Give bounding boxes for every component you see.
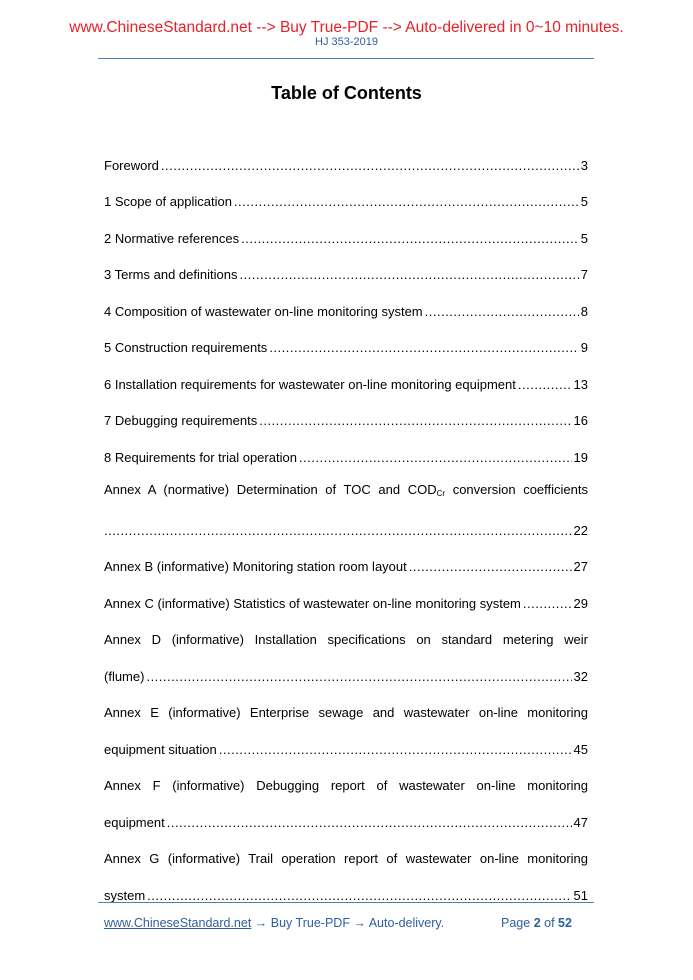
toc-entry-annex-d-cont[interactable] [104,649,588,686]
toc-entry-page: 3 [580,157,588,173]
toc-entry-page: 19 [573,449,588,465]
page-title: Table of Contents [271,83,422,103]
dot-leader [234,193,579,211]
toc-entry-label: (flume) [104,668,145,684]
dot-leader [259,412,571,430]
toc-entry-page: 13 [573,376,588,392]
toc-entry-1[interactable] [104,175,588,212]
toc-entry-annex-a[interactable] [104,467,588,504]
footer-links [104,916,444,930]
toc-entry-page: 51 [573,887,588,903]
dot-leader [523,595,572,613]
toc-entry-page: 8 [580,303,588,319]
toc-entry-page: 32 [573,668,588,684]
toc-entry-label: Annex F (informative) Debugging report of wastewater on-line monitoring [104,778,588,793]
standard-code: HJ 353-2019 [315,36,378,48]
page-total: 52 [558,916,572,930]
toc-entry-annex-c[interactable] [104,576,588,613]
toc-entry-page: 45 [573,741,588,757]
toc-entry-label: Annex E (informative) Enterprise sewage and wastewater on-line monitoring [104,705,588,720]
toc-entry-label: 5 Construction requirements [104,340,268,355]
toc-entry-label: 8 Requirements for trial operation [104,449,297,465]
toc-entry-foreword[interactable] [104,138,588,175]
footer-delivery-text: Auto-delivery. [368,916,445,930]
dot-leader [219,741,572,759]
toc-entry-annex-b[interactable] [104,540,588,577]
dot-leader [239,266,578,284]
toc-entry-page: 7 [580,267,588,282]
toc-label-part: Annex A (normative) Determination of TOC and COD [104,482,437,497]
footer-divider [98,902,594,904]
dot-leader [518,376,572,394]
toc-entry-label: Foreword [104,157,159,173]
dot-leader [167,814,572,832]
toc-entry-label: 2 Normative references [104,230,240,246]
dot-leader [299,449,572,467]
of-word: of [544,916,555,930]
dot-leader [425,303,579,321]
toc-entry-page: 27 [573,559,588,574]
toc-entry-5[interactable] [104,321,588,358]
footer-buy-text: Buy True-PDF [270,916,350,930]
toc-entry-label: Annex B (informative) Monitoring station room layout [104,559,407,574]
header-divider [98,58,594,59]
subscript-cr: Cr [436,489,446,498]
toc-entry-label: 7 Debugging requirements [104,413,258,428]
toc-entry-label: 3 Terms and definitions [104,267,238,282]
dot-leader [409,558,572,576]
page-number [501,916,572,930]
toc-entry-annex-d[interactable] [104,613,588,650]
toc-entry-annex-f[interactable] [104,759,588,796]
toc-entry-annex-g-cont[interactable] [104,868,588,905]
toc-entry-label: Annex G (informative) Trail operation report of wastewater on-line monitoring [104,851,588,866]
toc-entry-3[interactable] [104,248,588,285]
toc-entry-label: equipment situation [104,741,217,757]
toc-entry-page: 5 [580,230,588,246]
toc-entry-label [104,481,588,503]
toc-entry-annex-f-cont[interactable] [104,795,588,832]
toc-entry-page: 16 [573,413,588,428]
dot-leader [161,157,579,175]
toc-entry-label: 1 Scope of application [104,194,232,209]
toc-entry-6[interactable] [104,357,588,394]
table-of-contents [104,138,588,905]
toc-entry-label: system [104,887,146,903]
toc-entry-page: 5 [580,194,588,209]
toc-entry-label: 6 Installation requirements for wastewater on-line monitoring equipment [104,376,516,392]
toc-entry-8[interactable] [104,430,588,467]
toc-entry-annex-a-cont[interactable] [104,503,588,540]
arrow-icon: → [251,916,271,930]
dot-leader [269,339,578,357]
toc-entry-page: 47 [573,814,588,830]
toc-entry-page: 9 [580,340,588,355]
dot-leader [146,668,571,686]
dot-leader [104,522,572,540]
page-word: Page [501,916,531,930]
toc-label-part: conversion coefficients [445,482,588,497]
arrow-icon: → [349,916,369,930]
toc-entry-label: equipment [104,814,165,830]
toc-entry-7[interactable] [104,394,588,431]
page-current: 2 [533,916,541,930]
toc-entry-annex-e[interactable] [104,686,588,723]
toc-entry-label: 4 Composition of wastewater on-line monitoring system [104,303,423,319]
footer-site-link[interactable]: www.ChineseStandard.net [104,916,252,930]
toc-entry-2[interactable] [104,211,588,248]
toc-entry-page: 22 [573,522,588,538]
toc-entry-annex-g[interactable] [104,832,588,869]
dot-leader [241,230,579,248]
toc-entry-label: Annex C (informative) Statistics of wastewater on-line monitoring system [104,595,521,611]
top-banner-link[interactable]: www.ChineseStandard.net --> Buy True-PDF --> Auto-delivered in 0~10 minutes. [69,19,624,36]
toc-entry-annex-e-cont[interactable] [104,722,588,759]
toc-entry-page: 29 [573,595,588,611]
toc-entry-4[interactable] [104,284,588,321]
toc-entry-label: Annex D (informative) Installation specifications on standard metering weir [104,632,588,647]
